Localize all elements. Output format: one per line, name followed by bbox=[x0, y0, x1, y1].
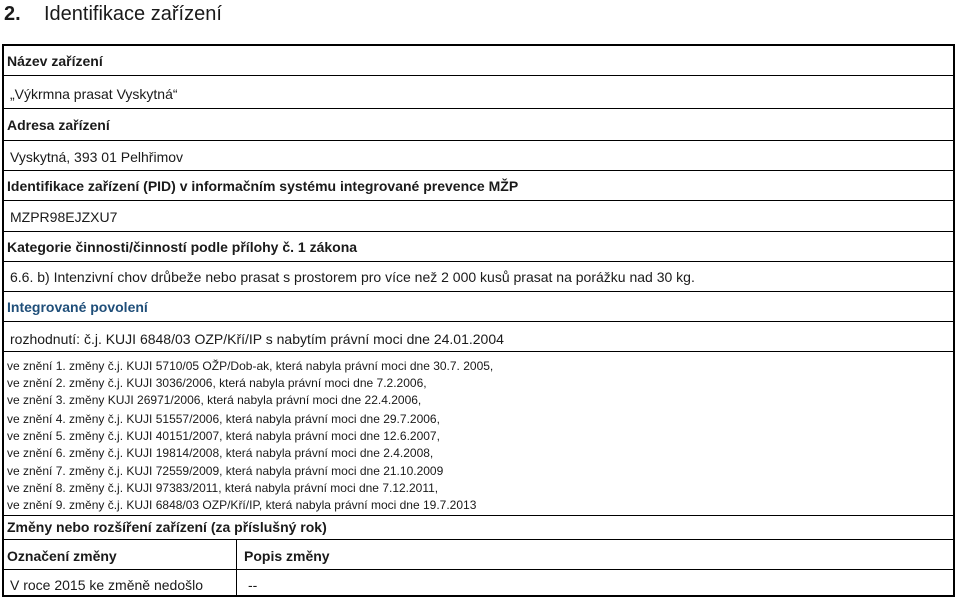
permit-change-item: ve znění 9. změny č.j. KUJI 6848/03 OZP/Kří/IP, která nabyla právní moci dne 19.7.2013 bbox=[7, 498, 477, 512]
permit-change-item: ve znění 8. změny č.j. KUJI 97383/2011, která nabyla právní moci dne 7.12.2011, bbox=[7, 481, 439, 495]
address-value-row bbox=[4, 141, 953, 171]
device-name-label: Název zařízení bbox=[7, 53, 103, 69]
permit-label-row bbox=[4, 292, 953, 322]
section-heading bbox=[4, 0, 222, 30]
permit-change-item: ve znění 4. změny č.j. KUJI 51557/2006, která nabyla právní moci dne 29.7.2006, bbox=[7, 412, 440, 426]
changes-data-row bbox=[4, 570, 953, 597]
category-label: Kategorie činnosti/činností podle přílohy č. 1 zákona bbox=[7, 239, 358, 255]
permit-change-item: ve znění 5. změny č.j. KUJI 40151/2007, která nabyla právní moci dne 12.6.2007, bbox=[7, 429, 440, 443]
change-description-cell: -- bbox=[248, 577, 258, 593]
permit-change-item: ve znění 7. změny č.j. KUJI 72559/2009, která nabyla právní moci dne 21.10.2009 bbox=[7, 464, 444, 478]
device-name-value-row bbox=[4, 76, 953, 109]
permit-decision: rozhodnutí: č.j. KUJI 6848/03 OZP/Kří/IP s nabytím právní moci dne 24.01.2004 bbox=[10, 331, 504, 347]
pid-label: Identifikace zařízení (PID) v informačním systému integrované prevence MŽP bbox=[7, 178, 519, 194]
device-name-value: „Výkrmna prasat Vyskytná“ bbox=[10, 86, 178, 102]
pid-label-row bbox=[4, 171, 953, 201]
permit-decision-row bbox=[4, 322, 953, 352]
changes-label-row bbox=[4, 516, 953, 540]
change-id-cell: V roce 2015 ke změně nedošlo bbox=[10, 577, 204, 593]
permit-changes-block bbox=[4, 352, 953, 516]
device-name-label-row bbox=[4, 46, 953, 76]
section-number: 2. bbox=[4, 3, 21, 25]
section-title: Identifikace zařízení bbox=[44, 3, 222, 25]
change-description-column-header: Popis změny bbox=[244, 548, 330, 564]
address-label-row bbox=[4, 109, 953, 141]
change-id-column-header: Označení změny bbox=[7, 548, 117, 564]
pid-value: MZPR98EJZXU7 bbox=[10, 209, 118, 225]
permit-change-item: ve znění 1. změny č.j. KUJI 5710/05 OŽP/Dob-ak, která nabyla právní moci dne 30.7. 2005, bbox=[7, 359, 494, 373]
category-label-row bbox=[4, 232, 953, 262]
category-value: 6.6. b) Intenzivní chov drůbeže nebo prasat s prostorem pro více než 2 000 kusů prasat na porážku nad 30 kg. bbox=[10, 269, 695, 285]
permit-label: Integrované povolení bbox=[7, 299, 148, 315]
changes-header-row bbox=[4, 540, 953, 570]
column-divider bbox=[236, 540, 237, 569]
address-value: Vyskytná, 393 01 Pelhřimov bbox=[10, 149, 184, 165]
permit-change-item: ve znění 2. změny č.j. KUJI 3036/2006, která nabyla právní moci dne 7.2.2006, bbox=[7, 376, 427, 390]
identification-table bbox=[2, 44, 955, 597]
permit-change-item: ve znění 3. změny KUJI 26971/2006, která nabyla právní moci dne 22.4.2006, bbox=[7, 393, 422, 407]
pid-value-row bbox=[4, 201, 953, 232]
address-label: Adresa zařízení bbox=[7, 117, 110, 133]
changes-label: Změny nebo rozšíření zařízení (za příslušný rok) bbox=[7, 519, 327, 535]
column-divider bbox=[236, 570, 237, 597]
permit-change-item: ve znění 6. změny č.j. KUJI 19814/2008, která nabyla právní moci dne 2.4.2008, bbox=[7, 446, 434, 460]
category-value-row bbox=[4, 262, 953, 292]
